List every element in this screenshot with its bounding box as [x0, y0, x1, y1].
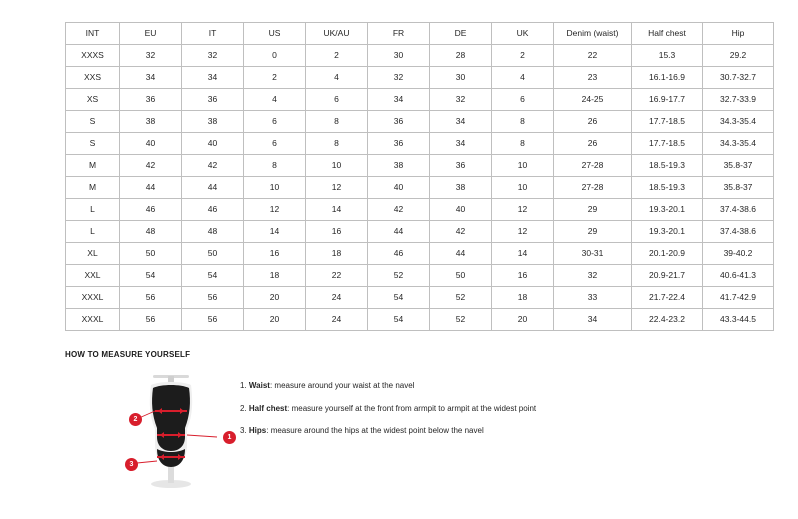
cell: 44: [430, 243, 492, 265]
table-row: [66, 133, 774, 155]
cell: 42: [430, 221, 492, 243]
table-row: [66, 287, 774, 309]
cell: 18.5-19.3: [632, 177, 703, 199]
cell: 52: [430, 287, 492, 309]
cell: 27-28: [554, 177, 632, 199]
cell: 44: [182, 177, 244, 199]
cell: S: [66, 133, 120, 155]
cell: 0: [244, 45, 306, 67]
cell: 36: [368, 111, 430, 133]
cell: 52: [430, 309, 492, 331]
measure-steps-list: [240, 381, 760, 449]
cell: 16: [244, 243, 306, 265]
cell: 29: [554, 221, 632, 243]
cell: 54: [368, 287, 430, 309]
cell: 34: [554, 309, 632, 331]
cell: 50: [182, 243, 244, 265]
cell: 30: [430, 67, 492, 89]
cell: 37.4-38.6: [703, 199, 774, 221]
table-row: [66, 155, 774, 177]
step-term: Hips: [248, 426, 267, 436]
cell: 36: [182, 89, 244, 111]
cell: 17.7-18.5: [632, 133, 703, 155]
cell: 34.3-35.4: [703, 133, 774, 155]
cell: 12: [492, 221, 554, 243]
cell: 2: [306, 45, 368, 67]
cell: 26: [554, 111, 632, 133]
cell: 34: [430, 133, 492, 155]
step-term: Half chest: [248, 403, 288, 413]
cell: 56: [182, 309, 244, 331]
cell: 20: [244, 287, 306, 309]
cell: 8: [306, 111, 368, 133]
cell: 48: [182, 221, 244, 243]
step-number: 1.: [240, 381, 247, 390]
cell: L: [66, 199, 120, 221]
cell: 40: [430, 199, 492, 221]
table-row: [66, 221, 774, 243]
cell: 20.9-21.7: [632, 265, 703, 287]
cell: 6: [244, 111, 306, 133]
how-to-measure-section: [65, 350, 765, 468]
cell: 8: [492, 133, 554, 155]
cell: 14: [492, 243, 554, 265]
cell: 24: [306, 287, 368, 309]
cell: 24-25: [554, 89, 632, 111]
cell: 32: [554, 265, 632, 287]
column-header: US: [244, 23, 306, 45]
cell: 38: [368, 155, 430, 177]
cell: 29: [554, 199, 632, 221]
cell: 4: [306, 67, 368, 89]
cell: 50: [120, 243, 182, 265]
cell: 28: [430, 45, 492, 67]
column-header: UK: [492, 23, 554, 45]
cell: 22: [306, 265, 368, 287]
cell: 16.1-16.9: [632, 67, 703, 89]
cell: 56: [120, 287, 182, 309]
cell: 30.7-32.7: [703, 67, 774, 89]
column-header: INT: [66, 23, 120, 45]
cell: 18.5-19.3: [632, 155, 703, 177]
cell: XXXL: [66, 287, 120, 309]
table-row: [66, 199, 774, 221]
table-header-row: [66, 23, 774, 45]
cell: 8: [306, 133, 368, 155]
cell: 2: [492, 45, 554, 67]
cell: 39-40.2: [703, 243, 774, 265]
cell: 38: [182, 111, 244, 133]
cell: 46: [120, 199, 182, 221]
cell: 46: [368, 243, 430, 265]
column-header: EU: [120, 23, 182, 45]
column-header: FR: [368, 23, 430, 45]
cell: 20.1-20.9: [632, 243, 703, 265]
cell: 38: [120, 111, 182, 133]
cell: 42: [182, 155, 244, 177]
table-row: [66, 265, 774, 287]
cell: 50: [430, 265, 492, 287]
cell: 17.7-18.5: [632, 111, 703, 133]
cell: 34.3-35.4: [703, 111, 774, 133]
column-header: Hip: [703, 23, 774, 45]
size-chart-table: [65, 22, 774, 331]
cell: 32: [120, 45, 182, 67]
cell: 12: [244, 199, 306, 221]
cell: XS: [66, 89, 120, 111]
cell: 46: [182, 199, 244, 221]
cell: 34: [182, 67, 244, 89]
cell: XXXS: [66, 45, 120, 67]
cell: 34: [430, 111, 492, 133]
cell: 19.3-20.1: [632, 221, 703, 243]
table-row: [66, 243, 774, 265]
cell: 32: [430, 89, 492, 111]
cell: 26: [554, 133, 632, 155]
cell: XL: [66, 243, 120, 265]
cell: 54: [182, 265, 244, 287]
column-header: UK/AU: [306, 23, 368, 45]
cell: 36: [430, 155, 492, 177]
cell: 56: [182, 287, 244, 309]
cell: 40: [182, 133, 244, 155]
cell: 10: [492, 155, 554, 177]
step-number: 3.: [240, 426, 247, 436]
cell: 32: [368, 67, 430, 89]
cell: 42: [368, 199, 430, 221]
column-header: IT: [182, 23, 244, 45]
cell: 21.7-22.4: [632, 287, 703, 309]
list-item: [240, 404, 760, 414]
table-row: [66, 89, 774, 111]
cell: 4: [492, 67, 554, 89]
step-term: Waist: [248, 381, 270, 390]
cell: 34: [368, 89, 430, 111]
cell: 14: [306, 199, 368, 221]
figure-badge-1: 1: [223, 431, 236, 444]
table-row: [66, 45, 774, 67]
cell: 18: [492, 287, 554, 309]
cell: 30-31: [554, 243, 632, 265]
cell: 56: [120, 309, 182, 331]
cell: 40.6-41.3: [703, 265, 774, 287]
cell: 32.7-33.9: [703, 89, 774, 111]
column-header: Denim (waist): [554, 23, 632, 45]
column-header: DE: [430, 23, 492, 45]
list-item: [240, 381, 760, 391]
cell: 29.2: [703, 45, 774, 67]
table-row: [66, 309, 774, 331]
cell: M: [66, 155, 120, 177]
cell: 54: [368, 309, 430, 331]
cell: 10: [492, 177, 554, 199]
cell: 20: [244, 309, 306, 331]
cell: 27-28: [554, 155, 632, 177]
table-row: [66, 177, 774, 199]
cell: 32: [182, 45, 244, 67]
cell: 44: [368, 221, 430, 243]
cell: 12: [492, 199, 554, 221]
cell: 35.8-37: [703, 177, 774, 199]
cell: 8: [492, 111, 554, 133]
cell: 23: [554, 67, 632, 89]
cell: 6: [244, 133, 306, 155]
cell: 22: [554, 45, 632, 67]
cell: 10: [244, 177, 306, 199]
table-row: [66, 67, 774, 89]
size-chart-container: [65, 22, 756, 331]
cell: 14: [244, 221, 306, 243]
cell: XXS: [66, 67, 120, 89]
cell: 8: [244, 155, 306, 177]
cell: 16: [492, 265, 554, 287]
cell: 18: [244, 265, 306, 287]
cell: XXXL: [66, 309, 120, 331]
cell: M: [66, 177, 120, 199]
cell: 37.4-38.6: [703, 221, 774, 243]
cell: 44: [120, 177, 182, 199]
cell: 4: [244, 89, 306, 111]
figure-badge-3: 3: [125, 458, 138, 471]
cell: 36: [120, 89, 182, 111]
cell: 2: [244, 67, 306, 89]
step-text: : measure around the hips at the widest point below the navel: [266, 426, 484, 436]
cell: 30: [368, 45, 430, 67]
cell: 34: [120, 67, 182, 89]
cell: 24: [306, 309, 368, 331]
cell: 16.9-17.7: [632, 89, 703, 111]
cell: 43.3-44.5: [703, 309, 774, 331]
cell: 41.7-42.9: [703, 287, 774, 309]
cell: 6: [306, 89, 368, 111]
cell: 12: [306, 177, 368, 199]
cell: 15.3: [632, 45, 703, 67]
cell: 22.4-23.2: [632, 309, 703, 331]
cell: 40: [120, 133, 182, 155]
cell: 19.3-20.1: [632, 199, 703, 221]
cell: 48: [120, 221, 182, 243]
cell: 20: [492, 309, 554, 331]
column-header: Half chest: [632, 23, 703, 45]
cell: 33: [554, 287, 632, 309]
cell: 36: [368, 133, 430, 155]
cell: 18: [306, 243, 368, 265]
cell: 35.8-37: [703, 155, 774, 177]
list-item: [240, 426, 760, 436]
cell: 16: [306, 221, 368, 243]
table-row: [66, 111, 774, 133]
how-to-measure-title: HOW TO MEASURE YOURSELF: [65, 350, 191, 359]
cell: 40: [368, 177, 430, 199]
step-text: : measure around your waist at the navel: [269, 381, 415, 390]
step-text: : measure yourself at the front from armpit to armpit at the widest point: [287, 403, 537, 413]
cell: 42: [120, 155, 182, 177]
figure-badge-2: 2: [129, 413, 142, 426]
mannequin-figure-icon: [105, 371, 235, 491]
cell: 6: [492, 89, 554, 111]
cell: 54: [120, 265, 182, 287]
cell: L: [66, 221, 120, 243]
cell: 38: [430, 177, 492, 199]
cell: 10: [306, 155, 368, 177]
step-number: 2.: [240, 403, 247, 413]
cell: 52: [368, 265, 430, 287]
cell: XXL: [66, 265, 120, 287]
cell: S: [66, 111, 120, 133]
